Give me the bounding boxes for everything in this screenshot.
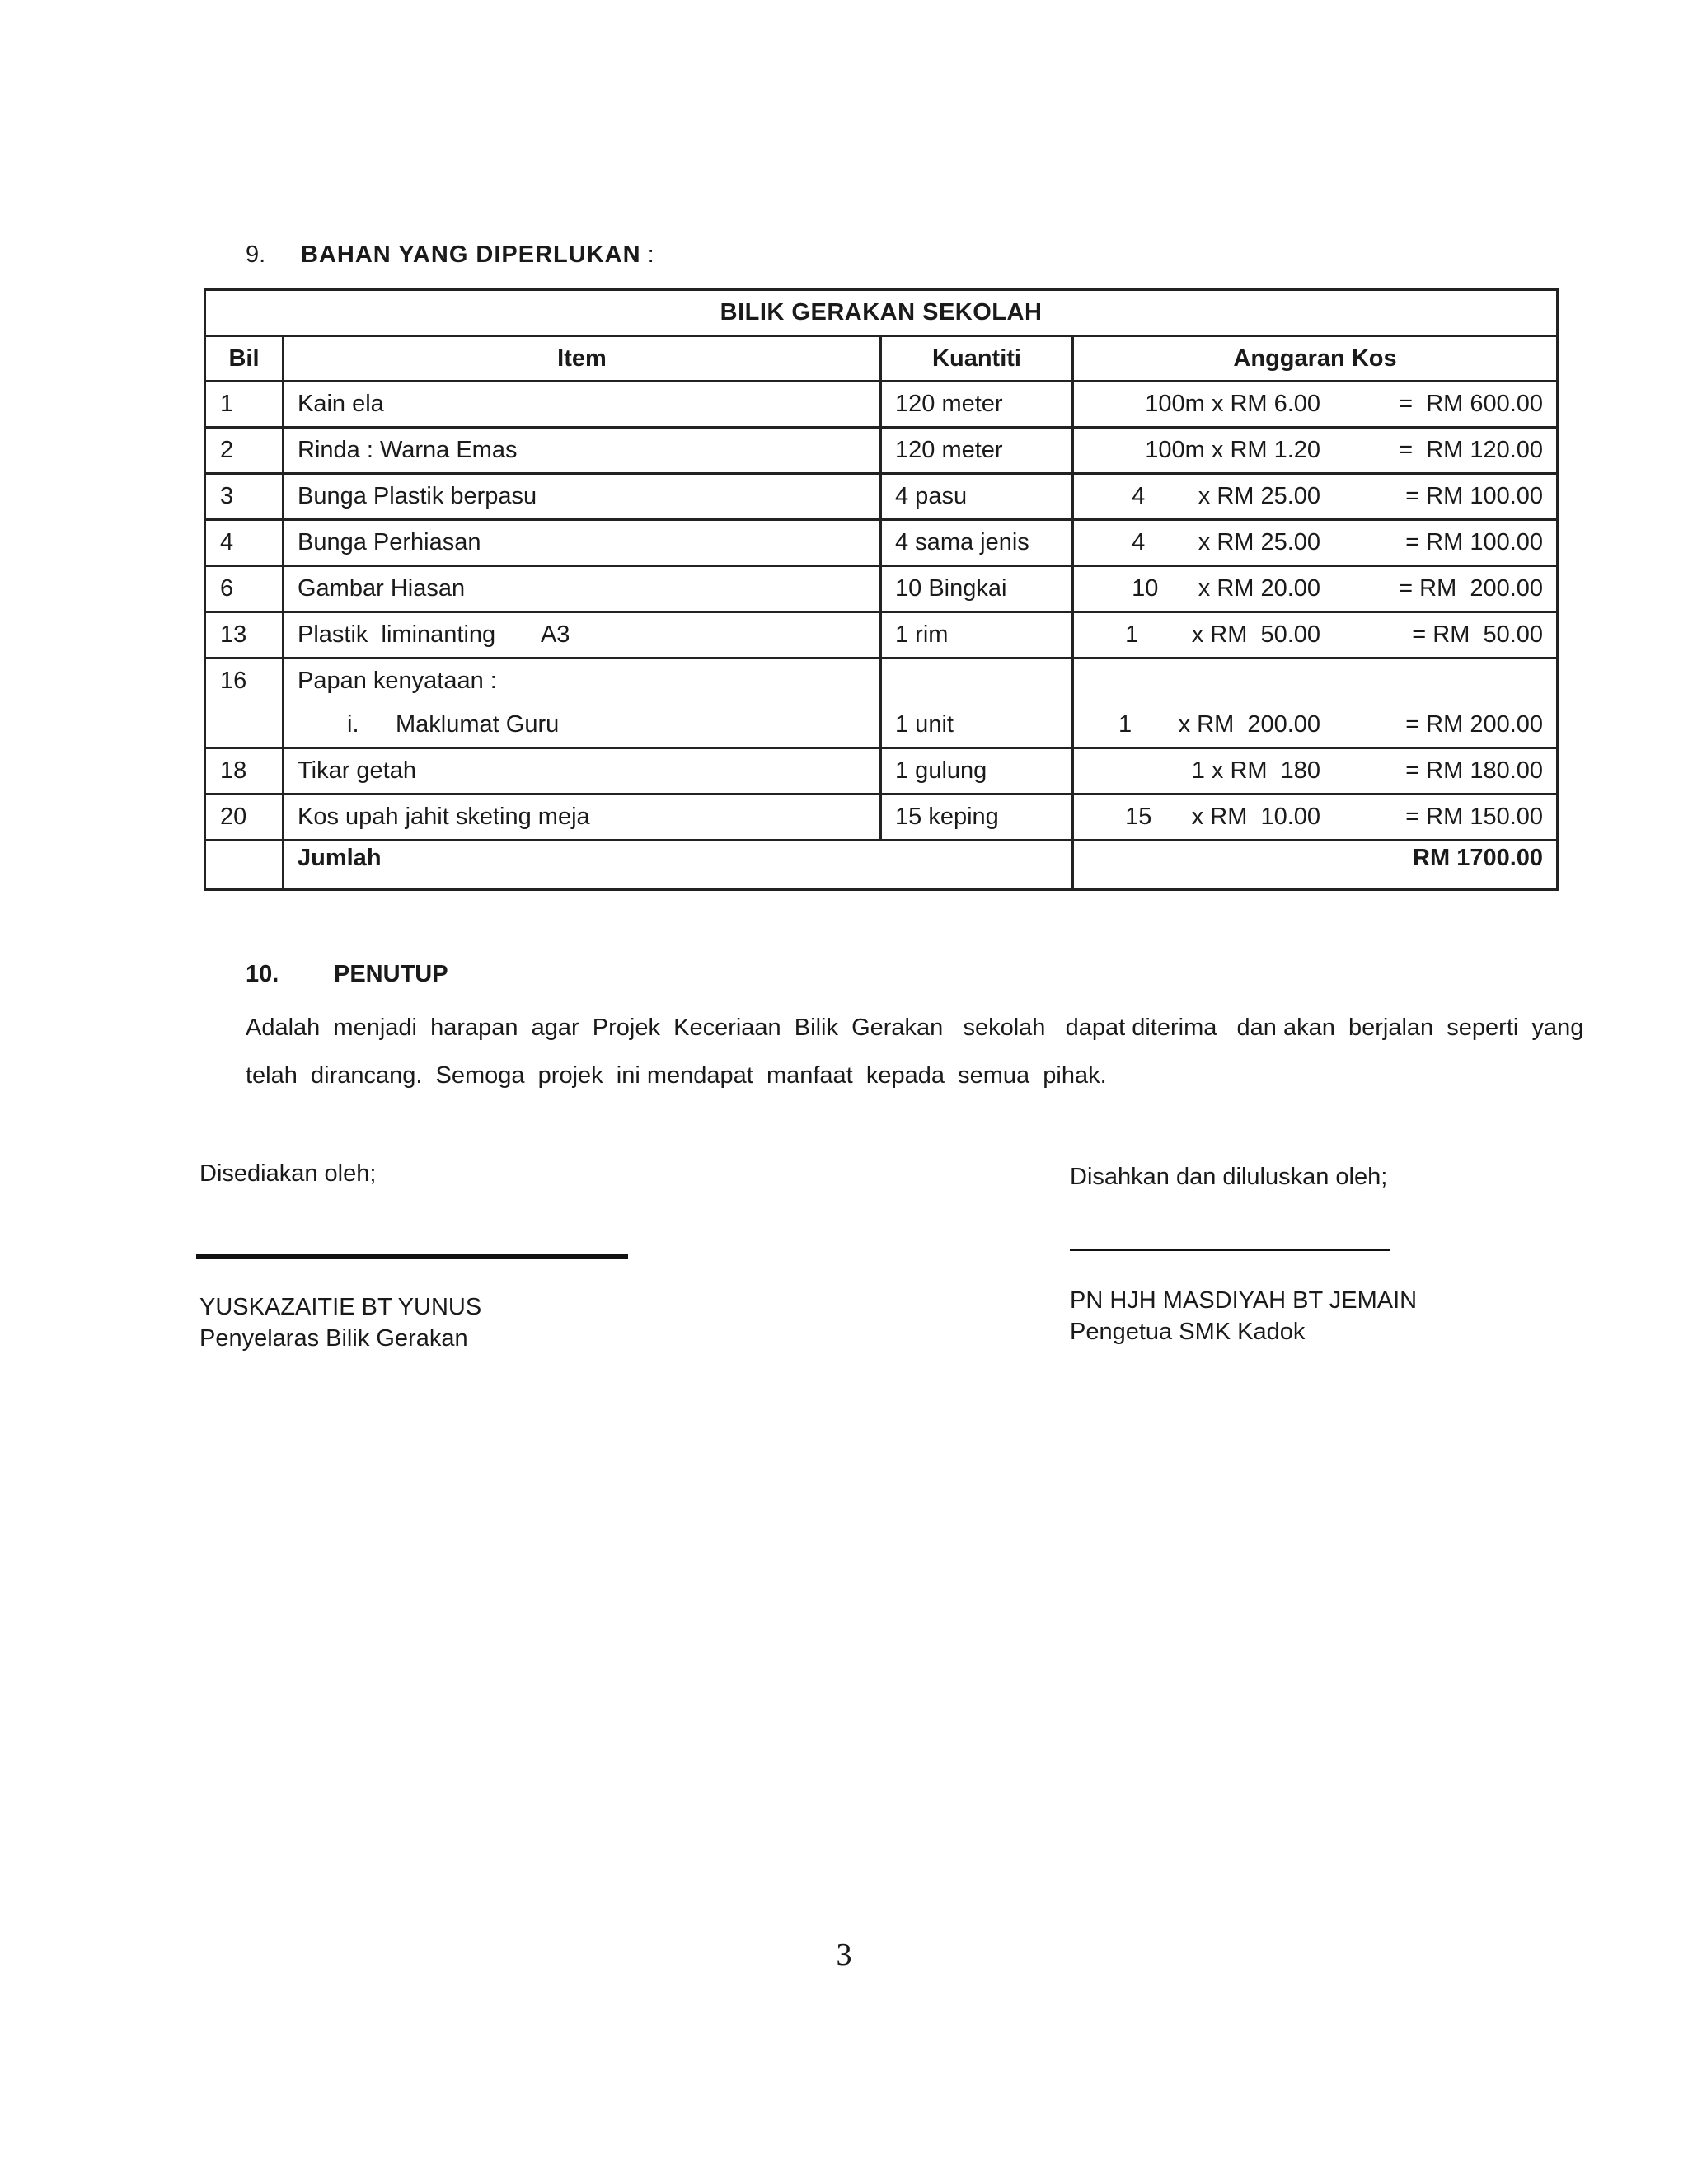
section-10-heading bbox=[246, 961, 448, 988]
cell-item: Plastik liminanting A3 bbox=[284, 612, 881, 658]
cell-qty: 1 rim bbox=[881, 612, 1073, 658]
cost-result: = RM 150.00 bbox=[1405, 804, 1544, 830]
approver-role: Pengetua SMK Kadok bbox=[1070, 1319, 1306, 1345]
cost-calc: 1 x RM 180 bbox=[1191, 757, 1321, 784]
table-row bbox=[205, 474, 1558, 520]
page-number: 3 bbox=[836, 1938, 852, 1972]
cell-cost bbox=[1073, 566, 1558, 612]
cost-calc: 4 x RM 25.00 bbox=[1132, 483, 1321, 509]
cell-cost bbox=[1073, 748, 1558, 794]
section-title: PENUTUP bbox=[334, 961, 448, 987]
cell-cost bbox=[1073, 474, 1558, 520]
cell-item: Kos upah jahit sketing meja bbox=[284, 794, 881, 841]
cell-qty: 1 gulung bbox=[881, 748, 1073, 794]
closing-line-2: telah dirancang. Semoga projek ini mendapat manfaat kepada semua pihak. bbox=[246, 1062, 1107, 1089]
section-number: 10. bbox=[246, 961, 279, 987]
cost-result: = RM 600.00 bbox=[1399, 391, 1544, 417]
cell-qty: 4 sama jenis bbox=[881, 520, 1073, 566]
cell-qty-empty bbox=[881, 658, 1073, 704]
closing-paragraph bbox=[246, 1004, 1584, 1099]
cell-qty: 4 pasu bbox=[881, 474, 1073, 520]
cost-result: = RM 200.00 bbox=[1405, 711, 1544, 738]
table-caption: BILIK GERAKAN SEKOLAH bbox=[205, 290, 1558, 336]
cell-bil-empty bbox=[205, 841, 284, 890]
cell-qty: 10 Bingkai bbox=[881, 566, 1073, 612]
cell-bil: 2 bbox=[205, 428, 284, 474]
total-value: RM 1700.00 bbox=[1073, 841, 1558, 890]
signature-line-left bbox=[196, 1254, 628, 1259]
table-header-row bbox=[205, 336, 1558, 382]
cell-cost bbox=[1073, 520, 1558, 566]
cell-qty: 1 unit bbox=[881, 703, 1073, 748]
section-number: 9. bbox=[246, 241, 266, 268]
header-item: Item bbox=[284, 336, 881, 382]
preparer-role: Penyelaras Bilik Gerakan bbox=[199, 1325, 468, 1352]
table-row bbox=[205, 612, 1558, 658]
cell-cost bbox=[1073, 382, 1558, 428]
cell-cost bbox=[1073, 612, 1558, 658]
cell-item: Papan kenyataan : bbox=[284, 658, 881, 704]
table-caption-row bbox=[205, 290, 1558, 336]
cost-result: = RM 100.00 bbox=[1405, 529, 1544, 555]
table-row bbox=[205, 428, 1558, 474]
materials-table bbox=[204, 288, 1559, 891]
closing-line-1: Adalah menjadi harapan agar Projek Keceriaan Bilik Gerakan sekolah dapat diterima dan akan berjalan seperti yang bbox=[246, 1015, 1584, 1041]
header-anggaran-kos: Anggaran Kos bbox=[1073, 336, 1558, 382]
header-bil: Bil bbox=[205, 336, 284, 382]
cost-result: = RM 100.00 bbox=[1405, 483, 1544, 509]
cost-calc: 1 x RM 50.00 bbox=[1125, 621, 1321, 648]
section-colon: : bbox=[640, 241, 654, 268]
cell-qty: 120 meter bbox=[881, 428, 1073, 474]
cost-calc: 1 x RM 200.00 bbox=[1118, 711, 1321, 738]
cost-calc: 10 x RM 20.00 bbox=[1132, 575, 1321, 602]
table-row bbox=[205, 748, 1558, 794]
approved-by-label: Disahkan dan diluluskan oleh; bbox=[1070, 1164, 1388, 1190]
cell-bil: 18 bbox=[205, 748, 284, 794]
cost-result: = RM 50.00 bbox=[1412, 621, 1544, 648]
cell-cost bbox=[1073, 428, 1558, 474]
cell-item: Rinda : Warna Emas bbox=[284, 428, 881, 474]
cell-bil: 13 bbox=[205, 612, 284, 658]
cell-bil: 4 bbox=[205, 520, 284, 566]
table-row bbox=[205, 520, 1558, 566]
cell-item: Bunga Perhiasan bbox=[284, 520, 881, 566]
prepared-by-label: Disediakan oleh; bbox=[199, 1160, 377, 1187]
cell-item: Kain ela bbox=[284, 382, 881, 428]
cost-result: = RM 120.00 bbox=[1399, 437, 1544, 463]
preparer-name: YUSKAZAITIE BT YUNUS bbox=[199, 1294, 482, 1320]
section-9-heading bbox=[246, 241, 654, 269]
signature-line-right bbox=[1070, 1249, 1390, 1251]
total-label: Jumlah bbox=[284, 841, 1073, 890]
cell-bil: 1 bbox=[205, 382, 284, 428]
cell-sub-item bbox=[284, 703, 881, 748]
cost-result: = RM 200.00 bbox=[1399, 575, 1544, 602]
cell-bil: 3 bbox=[205, 474, 284, 520]
table-row bbox=[205, 794, 1558, 841]
cell-item: Bunga Plastik berpasu bbox=[284, 474, 881, 520]
cell-bil: 20 bbox=[205, 794, 284, 841]
approver-name: PN HJH MASDIYAH BT JEMAIN bbox=[1070, 1287, 1418, 1314]
cell-bil-empty bbox=[205, 703, 284, 748]
cell-cost bbox=[1073, 794, 1558, 841]
header-kuantiti: Kuantiti bbox=[881, 336, 1073, 382]
cost-result: = RM 180.00 bbox=[1405, 757, 1544, 784]
cell-cost-empty bbox=[1073, 658, 1558, 704]
cell-bil: 16 bbox=[205, 658, 284, 704]
cell-cost bbox=[1073, 703, 1558, 748]
cost-calc: 15 x RM 10.00 bbox=[1125, 804, 1321, 830]
cost-calc: 100m x RM 1.20 bbox=[1145, 437, 1321, 463]
table-row bbox=[205, 566, 1558, 612]
cost-calc: 4 x RM 25.00 bbox=[1132, 529, 1321, 555]
table-total-row bbox=[205, 841, 1558, 890]
table-row bbox=[205, 382, 1558, 428]
table-row bbox=[205, 658, 1558, 704]
cell-qty: 120 meter bbox=[881, 382, 1073, 428]
cell-bil: 6 bbox=[205, 566, 284, 612]
section-title: BAHAN YANG DIPERLUKAN bbox=[301, 241, 641, 268]
cell-item: Gambar Hiasan bbox=[284, 566, 881, 612]
sub-item-marker: i. bbox=[347, 711, 359, 738]
sub-item-label: Maklumat Guru bbox=[396, 711, 560, 738]
cost-calc: 100m x RM 6.00 bbox=[1145, 391, 1321, 417]
cell-qty: 15 keping bbox=[881, 794, 1073, 841]
cell-item: Tikar getah bbox=[284, 748, 881, 794]
table-subrow bbox=[205, 703, 1558, 748]
